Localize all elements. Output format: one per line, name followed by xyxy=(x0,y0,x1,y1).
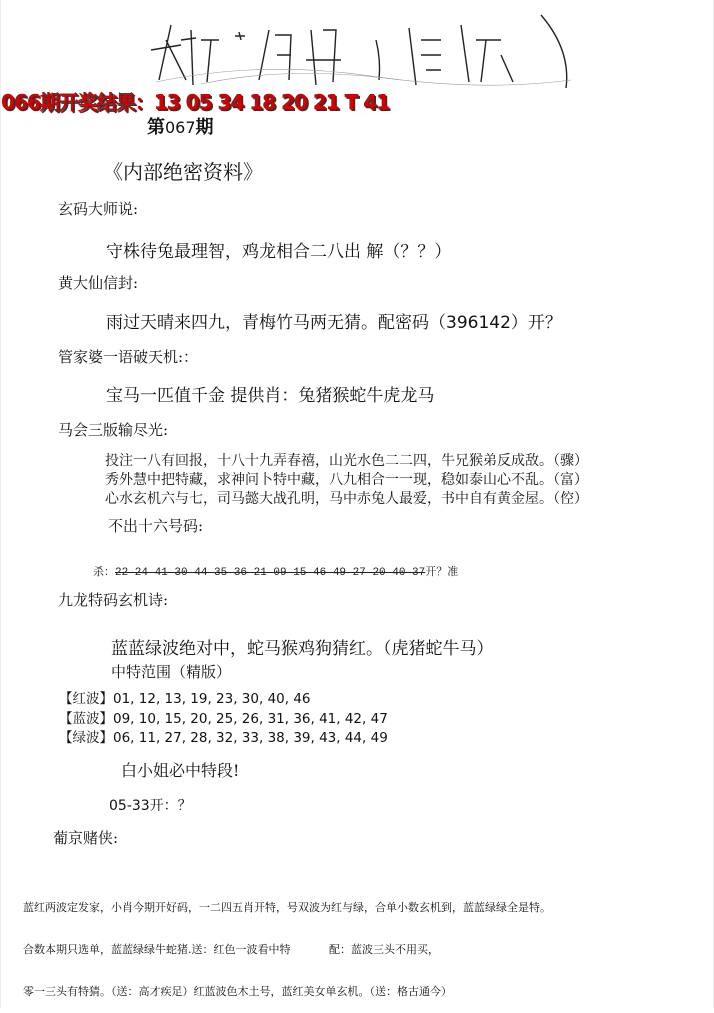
range-label: 中特范围（精版） xyxy=(111,663,232,681)
document-title: 《内部绝密资料》 xyxy=(103,160,263,184)
verse-line: 投注一八有回报，十八十九弄春禧，山光水色二二四，牛兄猴弟反成敌。（骤） xyxy=(105,453,588,469)
notes-block xyxy=(23,873,551,1013)
wave-row-red: 【红波】01, 12, 13, 19, 23, 30, 40, 46 xyxy=(59,691,311,707)
nine-dragon-poem: 蓝蓝绿波绝对中，蛇马猴鸡狗猜红。（虎猪蛇牛马） xyxy=(111,639,494,659)
note-line: 合数本期只选单，蓝蓝绿绿牛蛇猪.送：红色一波看中特 配：蓝波三头不用买， xyxy=(23,943,439,956)
verse-line: 心水玄机六与七，司马懿大战孔明，马中赤兔人最爱，书中自有黄金屋。（倥） xyxy=(105,491,588,507)
butler-label: 管家婆一语破天机:： xyxy=(58,348,199,366)
miss-bai-text: 白小姐必中特段! xyxy=(121,761,240,780)
note-line: 蓝红两波定发家，小肖今期开好码，一二四五肖开特，号双波为红与绿，合单小数玄机到，蓝蓝绿绿全是特。 xyxy=(23,901,551,914)
jockey-verse xyxy=(105,452,588,509)
wave-row-green: 【绿波】06, 11, 27, 28, 32, 33, 38, 39, 43, 44, 49 xyxy=(59,730,388,746)
huang-label: 黄大仙信封: xyxy=(58,274,139,292)
verse-line: 秀外慧中把特藏，求神问卜特中藏，八九相合一一现，稳如泰山心不乱。（富） xyxy=(105,472,588,488)
butler-riddle: 宝马一匹值千金 提供肖：兔猪猴蛇牛虎龙马 xyxy=(106,386,435,406)
exclude-label: 不出十六号码: xyxy=(108,517,204,535)
wave-row-blue: 【蓝波】09, 10, 15, 20, 25, 26, 31, 36, 41, 42, 47 xyxy=(59,710,388,727)
issue-number: 第067期 xyxy=(147,117,214,138)
miss-bai-range: 05-33开：？ xyxy=(109,798,192,814)
wave-table xyxy=(59,690,388,749)
huang-riddle: 雨过天晴来四九，青梅竹马两无猜。配密码（396142）开？ xyxy=(106,313,562,333)
master-riddle: 守株待兔最理智，鸡龙相合二八出 解（？？） xyxy=(106,242,452,262)
note-line: 零一三头有特猜。（送：高才疾足）红蓝波色木土号，蓝红美女单玄机。（送：格古通今） xyxy=(23,985,452,998)
sketch-title-icon xyxy=(141,10,581,90)
nine-dragon-label: 九龙特码玄机诗: xyxy=(58,591,169,609)
jockey-label: 马会三版输尽光: xyxy=(58,421,169,439)
title-art-banner xyxy=(141,10,581,90)
master-label: 玄码大师说: xyxy=(58,200,139,218)
draw-result-banner: 066期开奖结果：13 05 34 18 20 21 T 41 xyxy=(1,90,389,114)
macau-label: 葡京赌侠: xyxy=(53,829,119,847)
kill-numbers: 杀：22 24 41 30 44 35 36 21 09 15 46 49 27 20 40 37开？准 xyxy=(93,567,459,579)
